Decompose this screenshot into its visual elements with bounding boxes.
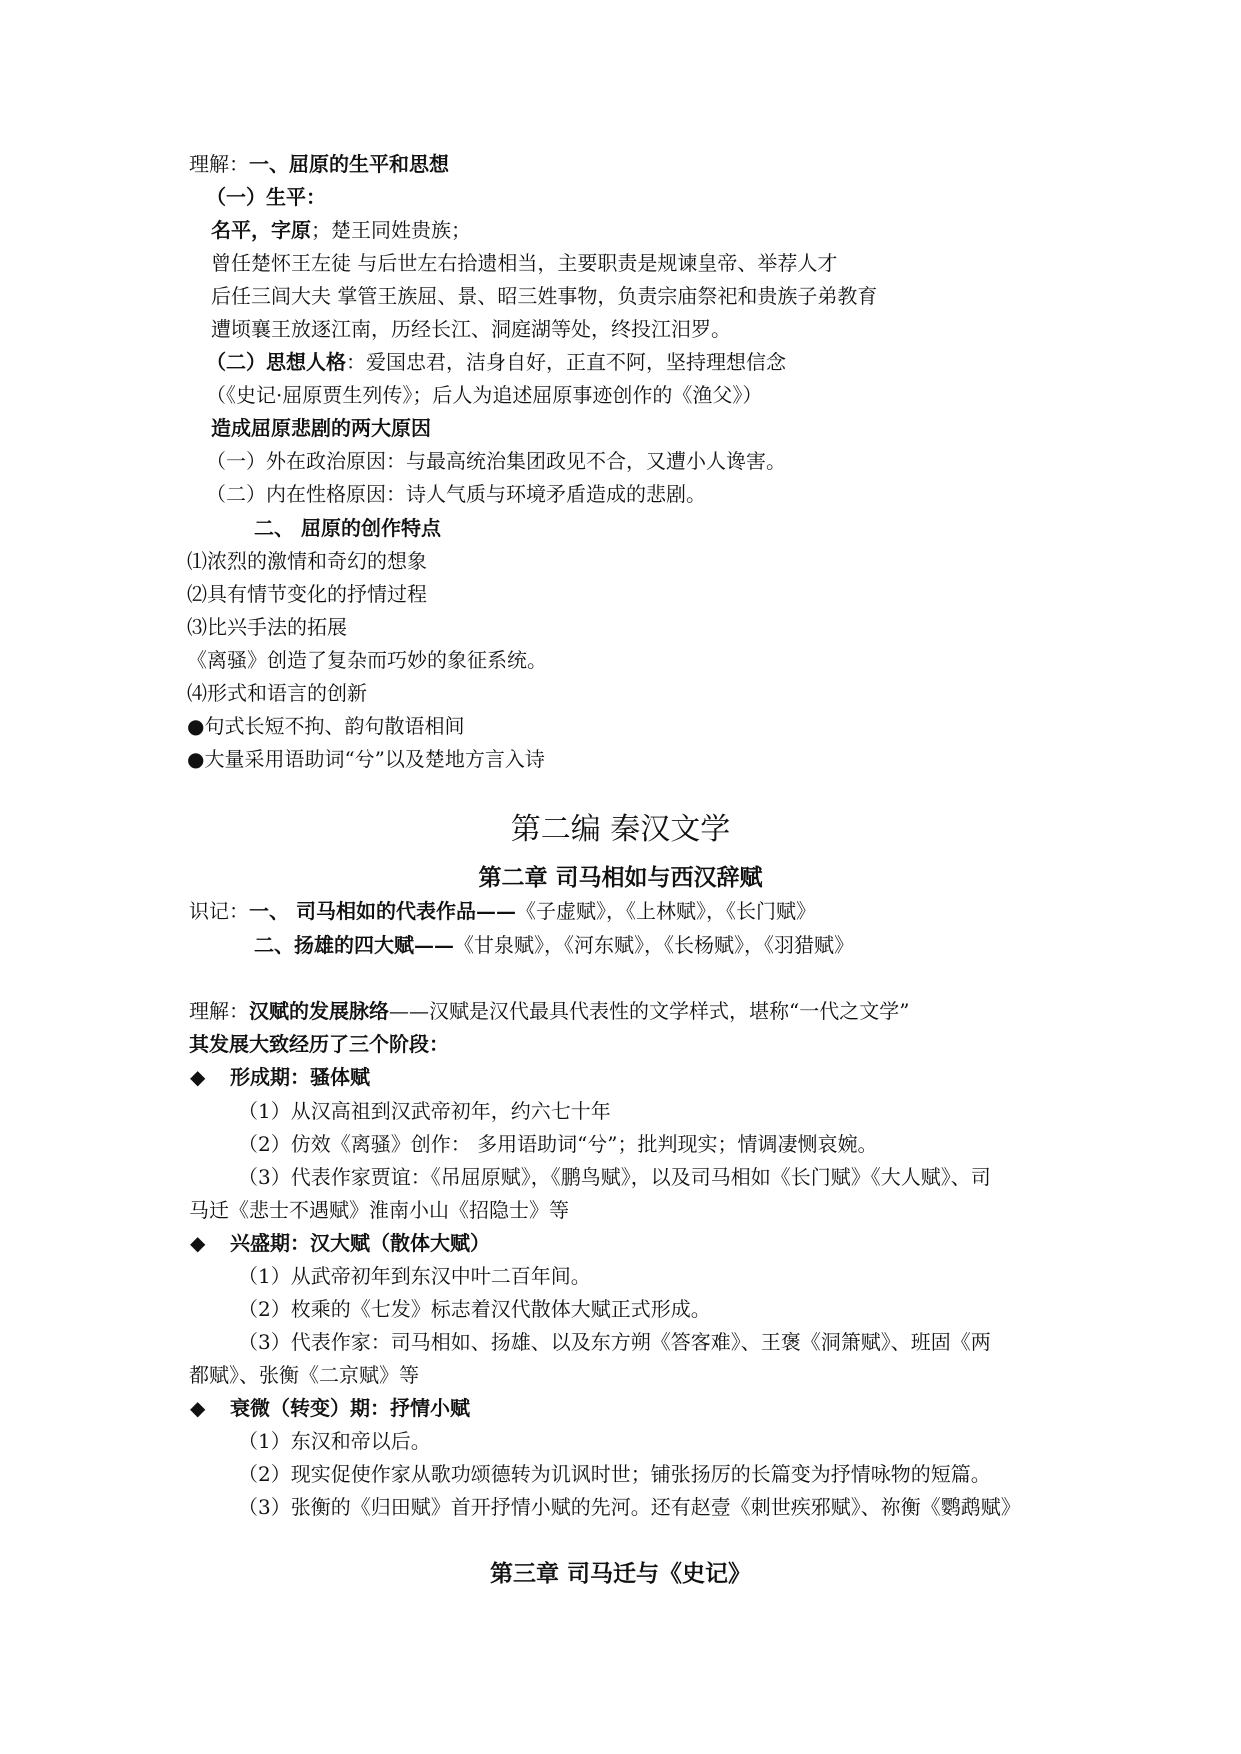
memorize-line-1 xyxy=(189,897,816,925)
text-line: （1）东汉和帝以后。 xyxy=(238,1429,431,1453)
list-item: ⑴浓烈的激情和奇幻的想象 xyxy=(187,549,427,573)
text-line: （2）现实促使作家从歌功颂德转为讥讽时世；铺张扬厉的长篇变为抒情咏物的短篇。 xyxy=(238,1462,991,1486)
text-line: （2）仿效《离骚》创作： 多用语助词“兮”；批判现实；情调凄恻哀婉。 xyxy=(238,1132,878,1156)
bold-term: 一、 司马相如的代表作品—— xyxy=(249,899,516,923)
text-line: 后任三闾大夫 掌管王族屈、景、昭三姓事物，负责宗庙祭祀和贵族子弟教育 xyxy=(211,284,878,308)
stage-heading xyxy=(190,1063,370,1091)
text-line: 其发展大致经历了三个阶段： xyxy=(189,1032,449,1056)
text-line: （3）代表作家贾谊：《吊屈原赋》，《鹏鸟赋》，以及司马相如《长门赋》《大人赋》、司 xyxy=(238,1165,991,1189)
text-line xyxy=(211,216,471,244)
text-line: （一）外在政治原因：与最高统治集团政见不合，又遭小人谗害。 xyxy=(206,449,786,473)
text-line: （3）张衡的《归田赋》首开抒情小赋的先河。还有赵壹《刺世疾邪赋》、祢衡《鹦鹉赋》 xyxy=(238,1495,1021,1519)
bold-term: 名平，字原 xyxy=(211,218,311,242)
text-rest: ——汉赋是汉代最具代表性的文学样式，堪称“一代之文学” xyxy=(389,999,910,1023)
section-heading: 一、屈原的生平和思想 xyxy=(249,152,449,176)
text-rest: 《甘泉赋》，《河东赋》，《长杨赋》，《羽猎赋》 xyxy=(454,933,854,957)
text-line: （《史记·屈原贾生列传》；后人为追述屈原事迹创作的《渔父》） xyxy=(206,383,763,407)
label-understand: 理解： xyxy=(189,999,249,1023)
stage-heading xyxy=(190,1394,470,1422)
bold-term: 二、扬雄的四大赋—— xyxy=(254,933,454,957)
list-item: ⑷形式和语言的创新 xyxy=(187,681,367,705)
text-rest: 《子虚赋》，《上林赋》，《长门赋》 xyxy=(515,899,816,923)
text-line xyxy=(206,348,786,376)
text-rest: ：爱国忠君，洁身自好，正直不阿，坚持理想信念 xyxy=(346,350,786,374)
diamond-bullet-icon: ◆ xyxy=(190,1396,206,1420)
stage-heading-text: 衰微（转变）期：抒情小赋 xyxy=(230,1396,470,1420)
text-line: （3）代表作家：司马相如、扬雄、以及东方朔《答客难》、王褒《洞箫赋》、班固《两 xyxy=(238,1330,991,1354)
bullet-item: ●大量采用语助词“兮”以及楚地方言入诗 xyxy=(187,747,545,771)
label-understand: 理解： xyxy=(189,152,249,176)
understand-line xyxy=(189,997,909,1025)
text-line: 马迁《悲士不遇赋》淮南小山《招隐士》等 xyxy=(189,1198,569,1222)
text-line: 都赋》、张衡《二京赋》等 xyxy=(189,1363,419,1387)
diamond-bullet-icon: ◆ xyxy=(190,1065,206,1089)
section-heading: 二、 屈原的创作特点 xyxy=(254,516,441,540)
text-line: （2）枚乘的《七发》标志着汉代散体大赋正式形成。 xyxy=(238,1297,711,1321)
stage-heading-text: 形成期：骚体赋 xyxy=(230,1065,370,1089)
label-memorize: 识记： xyxy=(189,899,249,923)
list-item: ⑶比兴手法的拓展 xyxy=(187,615,347,639)
memorize-line-2 xyxy=(254,931,854,959)
list-item: ⑵具有情节变化的抒情过程 xyxy=(187,582,427,606)
text-line: （二）内在性格原因：诗人气质与环境矛盾造成的悲剧。 xyxy=(206,482,706,506)
subheading-tragedy-causes: 造成屈原悲剧的两大原因 xyxy=(211,416,431,440)
diamond-bullet-icon: ◆ xyxy=(190,1231,206,1255)
text-line: 遭顷襄王放逐江南，历经长江、洞庭湖等处，终投江汨罗。 xyxy=(211,317,731,341)
stage-heading xyxy=(190,1229,490,1257)
text-line: （1）从汉高祖到汉武帝初年，约六七十年 xyxy=(238,1099,611,1123)
bold-term: 汉赋的发展脉络 xyxy=(249,999,389,1023)
part-title: 第二编 秦汉文学 xyxy=(510,812,731,847)
stage-heading-text: 兴盛期：汉大赋（散体大赋） xyxy=(230,1231,490,1255)
bullet-item: ●句式长短不拘、韵句散语相间 xyxy=(187,714,465,738)
qu-yuan-life-heading-line xyxy=(189,150,449,178)
text-line: （1）从武帝初年到东汉中叶二百年间。 xyxy=(238,1264,591,1288)
subheading-life: （一）生平： xyxy=(206,185,326,209)
chapter-title: 第二章 司马相如与西汉辞赋 xyxy=(478,864,763,891)
text-line: 《离骚》创造了复杂而巧妙的象征系统。 xyxy=(187,648,547,672)
chapter-title: 第三章 司马迁与《史记》 xyxy=(489,1560,751,1587)
text-rest: ；楚王同姓贵族； xyxy=(311,218,471,242)
text-line: 曾任楚怀王左徒 与后世左右拾遗相当，主要职责是规谏皇帝、举荐人才 xyxy=(211,251,838,275)
bold-term: （二）思想人格 xyxy=(206,350,346,374)
